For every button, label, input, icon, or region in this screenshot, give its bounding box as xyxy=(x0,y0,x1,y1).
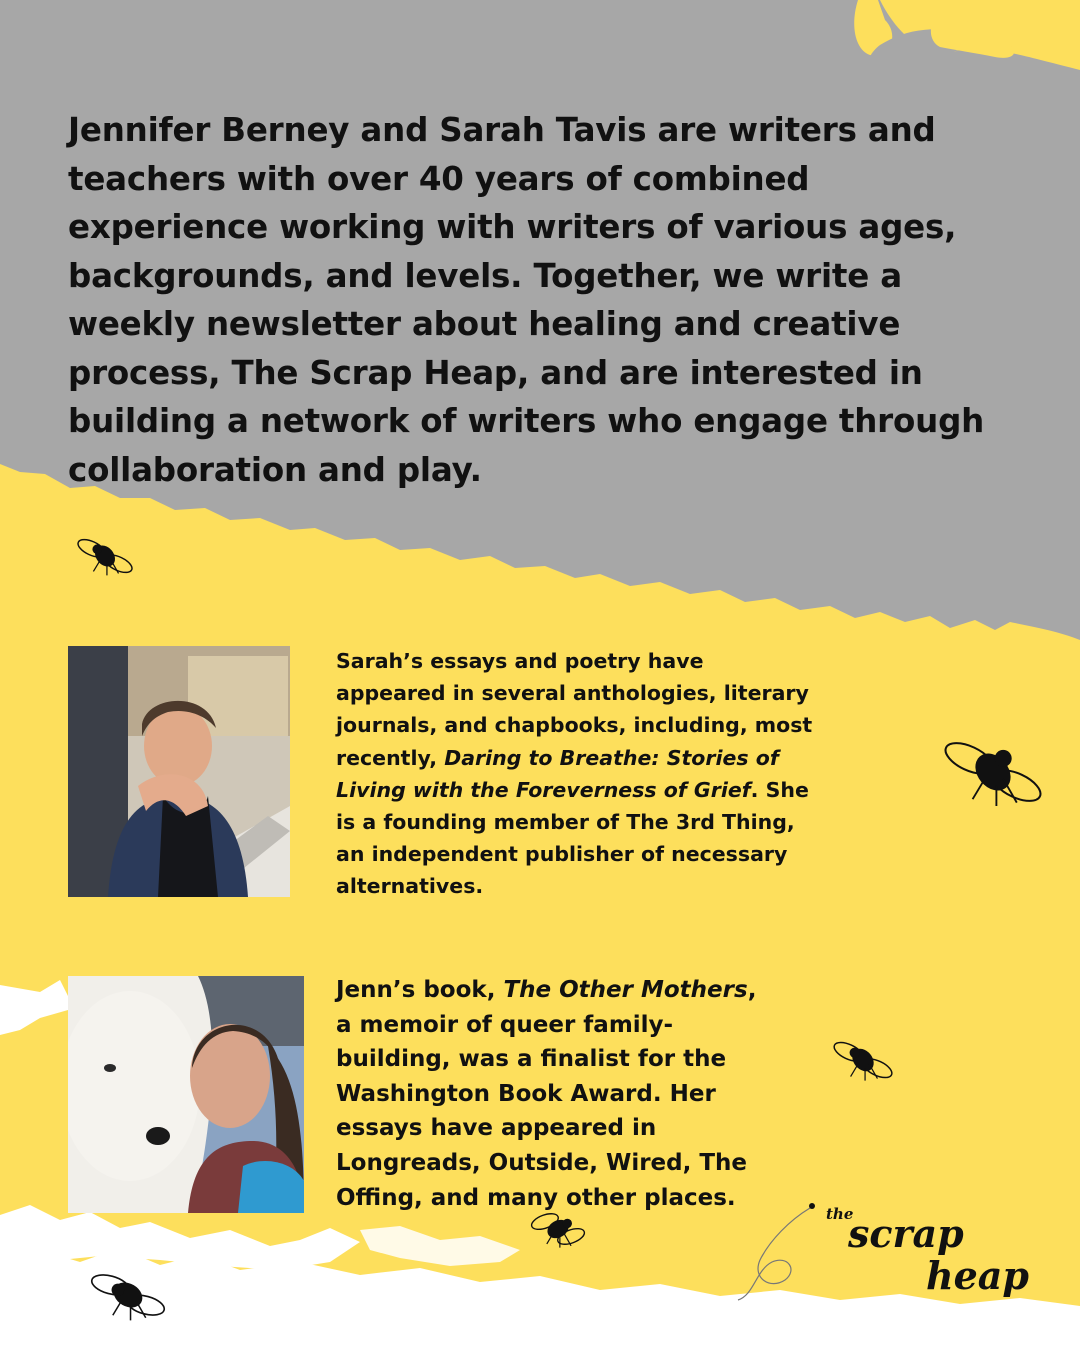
sarah-book-title: Daring to Breathe: Stories of Living with the Foreverness of Grief xyxy=(336,745,779,802)
intro-paragraph: Jennifer Berney and Sarah Tavis are writers and teachers with over 40 years of combined experience working with writers of various ages, backgrounds, and levels. Together, we write a weekly newsletter about healing and creative process, The Scrap Heap, and are interested in building a network of writers who engage through collaboration and play. xyxy=(68,111,985,489)
logo-the: the xyxy=(826,1205,854,1223)
jenn-bio: Jenn’s book, The Other Mothers, a memoir of queer family-building, was a finalist for the Washington Book Award. Her essays have appeared in Longreads, Outside, Wired, The Offing, and many other places. xyxy=(336,977,757,1211)
sarah-bio: Sarah’s essays and poetry have appeared in several anthologies, literary journals, and chapbooks, including, most recently, Daring to Breathe: Stories of Living with the Foreverness of Grief. She is a founding member of The 3rd Thing, an independent publisher of necessary alternatives. xyxy=(336,649,813,899)
fly-icon xyxy=(90,1266,166,1324)
logo-heap: heap xyxy=(926,1253,1029,1298)
fly-icon xyxy=(832,1032,894,1088)
jenn-book-title: The Other Mothers xyxy=(503,977,748,1003)
logo-scrap: scrap xyxy=(848,1211,964,1256)
sarah-photo xyxy=(68,646,290,897)
scrap-heap-logo xyxy=(730,1200,1060,1320)
fly-icon xyxy=(942,732,1044,812)
flight-path-icon xyxy=(730,1200,830,1310)
jenn-photo xyxy=(68,976,304,1213)
fly-icon xyxy=(530,1208,586,1250)
fly-icon xyxy=(76,534,134,578)
